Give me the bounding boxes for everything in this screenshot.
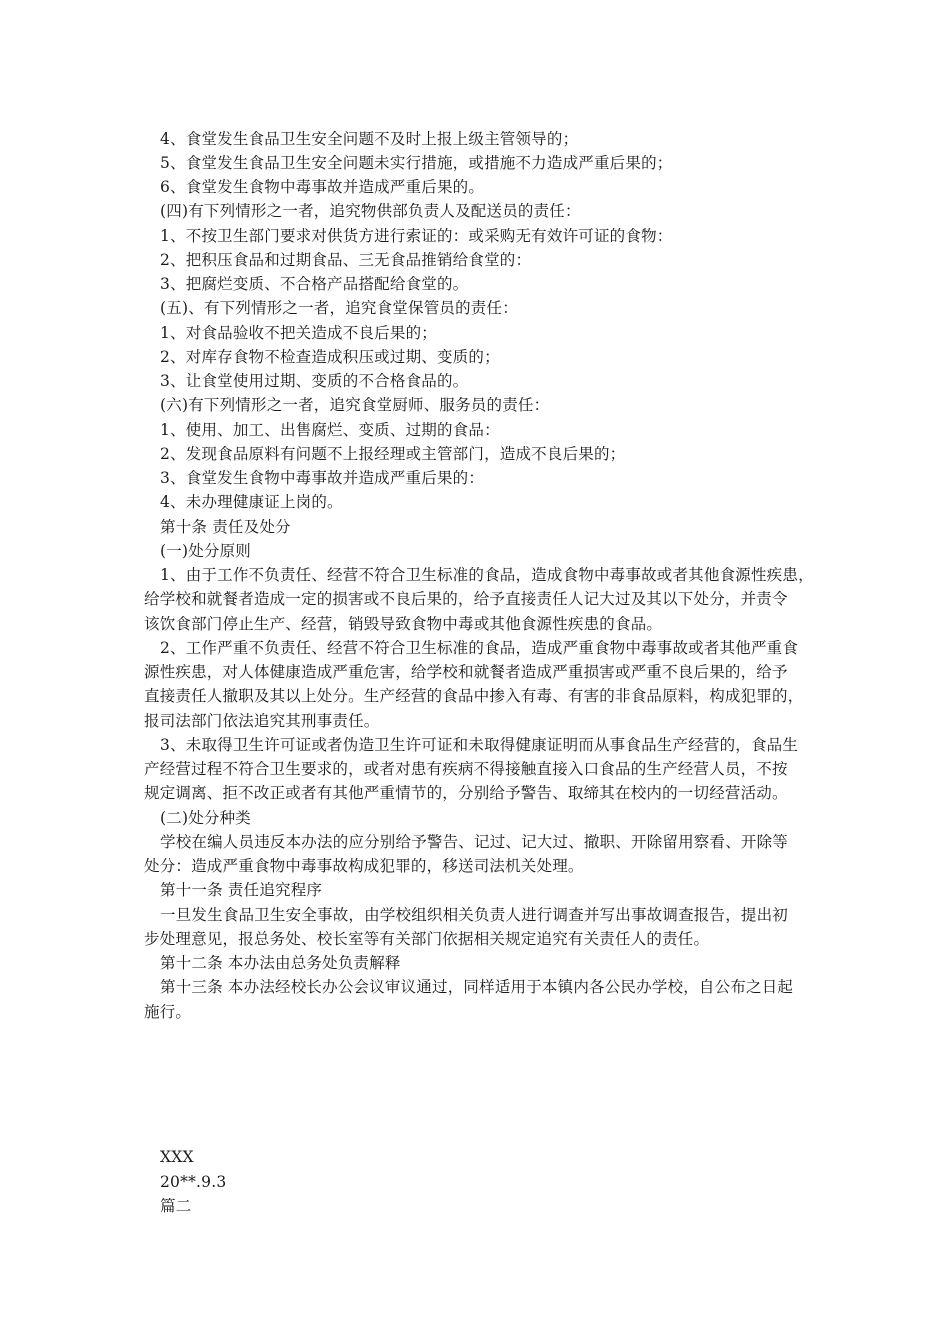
- text-line: 第十二条 本办法由总务处负责解释: [160, 954, 401, 972]
- section-heading: 篇二: [160, 1197, 192, 1215]
- text-line: 第十条 责任及处分: [160, 518, 291, 536]
- text-line: 4、食堂发生食品卫生安全问题不及时上报上级主管领导的；: [160, 130, 579, 148]
- text-line: (二)处分种类: [160, 809, 251, 827]
- text-line: 产经营过程不符合卫生要求的，或者对患有疾病不得接触直接入口食品的生产经营人员，不按: [144, 760, 788, 778]
- text-line: 1、使用、加工、出售腐烂、变质、过期的食品：: [160, 421, 500, 439]
- text-line: 6、食堂发生食物中毒事故并造成严重后果的。: [160, 178, 485, 196]
- text-line: 1、由于工作不负责任、经营不符合卫生标准的食品，造成食物中毒事故或者其他食源性疾患，: [160, 566, 814, 584]
- text-line: (四)有下列情形之一者，追究物供部负责人及配送员的责任：: [160, 202, 581, 220]
- text-line: (六)有下列情形之一者，追究食堂厨师、服务员的责任：: [160, 396, 550, 414]
- text-line: 1、对食品验收不把关造成不良后果的；: [160, 324, 437, 342]
- text-line: 一旦发生食品卫生安全事故，由学校组织相关负责人进行调查并写出事故调查报告，提出初: [160, 906, 789, 924]
- text-line: (一)处分原则: [160, 542, 251, 560]
- text-line: 施行。: [144, 1003, 192, 1021]
- text-line: 5、食堂发生食品卫生安全问题未实行措施，或措施不力造成严重后果的；: [160, 154, 673, 172]
- text-line: 2、工作严重不负责任、经营不符合卫生标准的食品，造成严重食物中毒事故或者其他严重食: [160, 639, 799, 657]
- text-line: 4、未办理健康证上岗的。: [160, 493, 343, 511]
- signature-name: XXX: [160, 1148, 194, 1166]
- text-line: 源性疾患，对人体健康造成严重危害，给学校和就餐者造成严重损害或严重不良后果的，给予: [144, 663, 788, 681]
- text-line: 给学校和就餐者造成一定的损害或不良后果的，给予直接责任人记大过及其以下处分，并责令: [144, 590, 788, 608]
- text-line: 学校在编人员违反本办法的应分别给予警告、记过、记大过、撤职、开除留用察看、开除等: [160, 833, 789, 851]
- text-line: 1、不按卫生部门要求对供货方进行索证的：或采购无有效许可证的食物：: [160, 227, 673, 245]
- text-line: 3、未取得卫生许可证或者伪造卫生许可证和未取得健康证明而从事食品生产经营的，食品生: [160, 736, 799, 754]
- text-line: 第十三条 本办法经校长办公会议审议通过，同样适用于本镇内各公民办学校，自公布之日起: [160, 978, 794, 996]
- text-line: 步处理意见，报总务处、校长室等有关部门依据相关规定追究有关责任人的责任。: [144, 930, 710, 948]
- text-line: 规定调离、拒不改正或者有其他严重情节的，分别给予警告、取缔其在校内的一切经营活动。: [144, 784, 788, 802]
- text-line: 第十一条 责任追究程序: [160, 881, 323, 899]
- text-line: 2、对库存食物不检查造成积压或过期、变质的；: [160, 348, 500, 366]
- text-line: 2、把积压食品和过期食品、三无食品推销给食堂的：: [160, 251, 532, 269]
- text-line: (五)、有下列情形之一者，追究食堂保管员的责任：: [160, 299, 518, 317]
- text-line: 该饮食部门停止生产、经营，销毁导致食物中毒或其他食源性疾患的食品。: [144, 615, 663, 633]
- text-line: 3、让食堂使用过期、变质的不合格食品的。: [160, 372, 469, 390]
- text-line: 2、发现食品原料有问题不上报经理或主管部门，造成不良后果的；: [160, 445, 626, 463]
- text-line: 处分：造成严重食物中毒事故构成犯罪的，移送司法机关处理。: [144, 857, 584, 875]
- signature-date: 20**.9.3: [160, 1173, 227, 1191]
- text-line: 报司法部门依法追究其刑事责任。: [144, 712, 380, 730]
- text-line: 直接责任人撤职及其以上处分。生产经营的食品中掺入有毒、有害的非食品原料，构成犯罪的，: [144, 687, 804, 705]
- text-line: 3、食堂发生食物中毒事故并造成严重后果的：: [160, 469, 485, 487]
- text-line: 3、把腐烂变质、不合格产品搭配给食堂的。: [160, 275, 469, 293]
